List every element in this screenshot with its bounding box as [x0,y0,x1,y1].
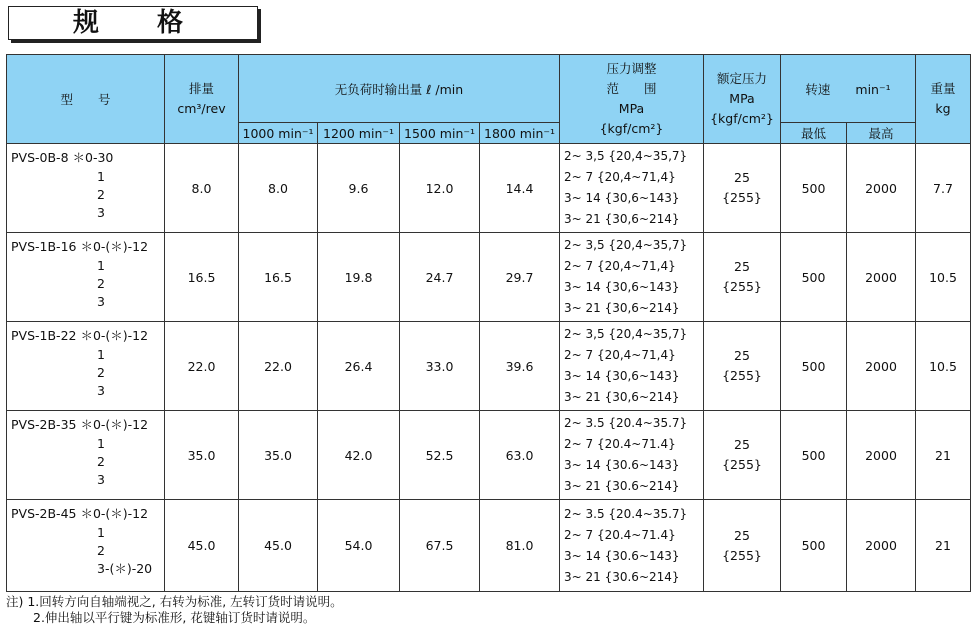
header-pressure-adjust [560,55,704,144]
weight-cell: 21 [916,500,971,592]
flow-cell: 35.0 [239,411,318,500]
pressure-range-line: 3~ 21 {30.6~214} [564,479,680,493]
rated-mpa: 25 [734,259,750,274]
model-variant: 1 [97,525,105,540]
rated-pressure-cell [704,322,781,411]
pressure-range-line: 3~ 21 {30,6~214} [564,212,680,226]
header-flow-1200: 1200 min⁻¹ [318,123,400,144]
model-variant: 3 [97,294,105,309]
pressure-range-line: 2~ 3.5 {20.4~35.7} [564,416,688,430]
pressure-range-cell [560,322,704,411]
flow-cell: 8.0 [239,144,318,233]
flow-cell: 42.0 [318,411,400,500]
header-flow-1500: 1500 min⁻¹ [400,123,480,144]
model-variant: 3-(＊)-20 [97,561,153,576]
pressure-range-line: 3~ 14 {30,6~143} [564,280,680,294]
model-variant: 2 [97,365,105,380]
header-speed: 转速 min⁻¹ [781,55,916,123]
rated-pressure-cell [704,233,781,322]
flow-cell: 24.7 [400,233,480,322]
displacement-cell: 22.0 [165,322,239,411]
pressure-range-line: 2~ 7 {20.4~71.4} [564,437,676,451]
pressure-range-cell [560,500,704,592]
flow-cell: 12.0 [400,144,480,233]
header-speed-max: 最高 [847,123,916,144]
flow-cell: 39.6 [480,322,560,411]
speed-max-cell: 2000 [847,322,916,411]
footnote-2: 2.伸出轴以平行键为标准形, 花键轴订货时请说明。 [33,610,316,625]
speed-min-cell: 500 [781,500,847,592]
pressure-range-line: 3~ 21 {30,6~214} [564,390,680,404]
model-variant: 2 [97,276,105,291]
table-row [7,500,971,592]
pressure-range-line: 3~ 21 {30,6~214} [564,301,680,315]
speed-min-cell: 500 [781,411,847,500]
model-variant: 2 [97,543,105,558]
rated-kgf: {255} [722,547,762,563]
rated-kgf: {255} [722,457,762,472]
header-flow-1800: 1800 min⁻¹ [480,123,560,144]
model-cell [7,411,165,500]
model-cell [7,500,165,592]
displacement-cell: 35.0 [165,411,239,500]
header-pressure-adjust-l1: 压力调整 [606,61,657,76]
model-cell [7,144,165,233]
pressure-range-line: 2~ 3,5 {20,4~35,7} [564,238,688,252]
header-displacement-label: 排量 [188,81,214,96]
flow-cell: 9.6 [318,144,400,233]
flow-cell: 67.5 [400,500,480,592]
rated-mpa: 25 [734,348,750,363]
flow-cell: 19.8 [318,233,400,322]
speed-max-cell: 2000 [847,144,916,233]
model-cell [7,233,165,322]
model-name: PVS-1B-22 ＊0-(＊)-12 [11,328,149,343]
rated-kgf: {255} [722,190,762,205]
flow-cell: 54.0 [318,500,400,592]
header-pressure-adjust-l3: MPa [618,101,645,116]
rated-mpa: 25 [734,437,750,452]
flow-cell: 52.5 [400,411,480,500]
header-displacement [165,55,239,144]
speed-min-cell: 500 [781,322,847,411]
pressure-range-line: 3~ 21 {30.6~214} [564,569,680,584]
model-variant: 3 [97,205,105,220]
rated-pressure-cell [704,144,781,233]
title-char-1: 规 [73,8,100,38]
header-rated-pressure [704,55,781,144]
flow-cell: 29.7 [480,233,560,322]
rated-kgf: {255} [722,279,762,294]
rated-pressure-cell [704,411,781,500]
pressure-range-line: 3~ 14 {30.6~143} [564,548,680,563]
model-variant: 3 [97,472,105,487]
displacement-cell: 16.5 [165,233,239,322]
header-weight-label: 重量 [930,81,956,96]
displacement-cell: 8.0 [165,144,239,233]
header-no-load-flow: 无负荷时输出量 ℓ /min [239,55,560,123]
pressure-range-line: 2~ 7 {20.4~71.4} [564,527,676,542]
model-name: PVS-2B-45 ＊0-(＊)-12 [11,506,149,521]
footnotes [6,594,343,626]
pressure-range-line: 2~ 7 {20,4~71,4} [564,259,676,273]
pressure-range-cell [560,411,704,500]
header-rated-l1: 额定压力 [716,71,767,86]
header-rated-l2: MPa [729,91,755,106]
speed-min-cell: 500 [781,144,847,233]
speed-max-cell: 2000 [847,233,916,322]
flow-cell: 16.5 [239,233,318,322]
rated-mpa: 25 [734,170,750,185]
header-model: 型 号 [7,55,165,144]
rated-mpa: 25 [734,527,750,543]
model-variant: 1 [97,169,105,184]
table-row [7,233,971,322]
table-row [7,144,971,233]
speed-max-cell: 2000 [847,411,916,500]
weight-cell: 21 [916,411,971,500]
model-variant: 3 [97,383,105,398]
header-pressure-adjust-l4: {kgf/cm²} [599,121,664,136]
flow-cell: 14.4 [480,144,560,233]
table-row [7,411,971,500]
section-title [8,6,258,40]
weight-cell: 10.5 [916,233,971,322]
table-row [7,322,971,411]
flow-cell: 26.4 [318,322,400,411]
header-flow-1000: 1000 min⁻¹ [239,123,318,144]
header-weight [916,55,971,144]
model-name: PVS-0B-8 ＊0-30 [11,150,114,165]
pressure-range-line: 2~ 7 {20,4~71,4} [564,348,676,362]
model-variant: 1 [97,347,105,362]
pressure-range-line: 2~ 3.5 {20.4~35.7} [564,506,688,521]
footnote-1: 注) 1.回转方向自轴端视之, 右转为标准, 左转订货时请说明。 [6,594,343,609]
flow-cell: 45.0 [239,500,318,592]
rated-pressure-cell [704,500,781,592]
pressure-range-line: 2~ 3,5 {20,4~35,7} [564,149,688,163]
flow-cell: 81.0 [480,500,560,592]
model-name: PVS-1B-16 ＊0-(＊)-12 [11,239,149,254]
pressure-range-line: 3~ 14 {30,6~143} [564,369,680,383]
pressure-range-line: 2~ 7 {20,4~71,4} [564,170,676,184]
displacement-cell: 45.0 [165,500,239,592]
pressure-range-line: 2~ 3,5 {20,4~35,7} [564,327,688,341]
flow-cell: 63.0 [480,411,560,500]
model-cell [7,322,165,411]
header-rated-l3: {kgf/cm²} [710,111,774,126]
title-char-2: 格 [157,8,184,38]
model-name: PVS-2B-35 ＊0-(＊)-12 [11,417,149,432]
weight-cell: 10.5 [916,322,971,411]
header-displacement-unit: cm³/rev [177,101,226,116]
rated-kgf: {255} [722,368,762,383]
speed-max-cell: 2000 [847,500,916,592]
header-speed-min: 最低 [781,123,847,144]
model-variant: 1 [97,436,105,451]
model-variant: 2 [97,454,105,469]
model-variant: 1 [97,258,105,273]
pressure-range-cell [560,233,704,322]
weight-cell: 7.7 [916,144,971,233]
header-pressure-adjust-l2: 范 围 [606,81,657,96]
model-variant: 2 [97,187,105,202]
flow-cell: 22.0 [239,322,318,411]
spec-table [6,54,971,592]
pressure-range-line: 3~ 14 {30.6~143} [564,458,680,472]
pressure-range-cell [560,144,704,233]
speed-min-cell: 500 [781,233,847,322]
flow-cell: 33.0 [400,322,480,411]
header-weight-unit: kg [935,101,951,116]
pressure-range-line: 3~ 14 {30,6~143} [564,191,680,205]
